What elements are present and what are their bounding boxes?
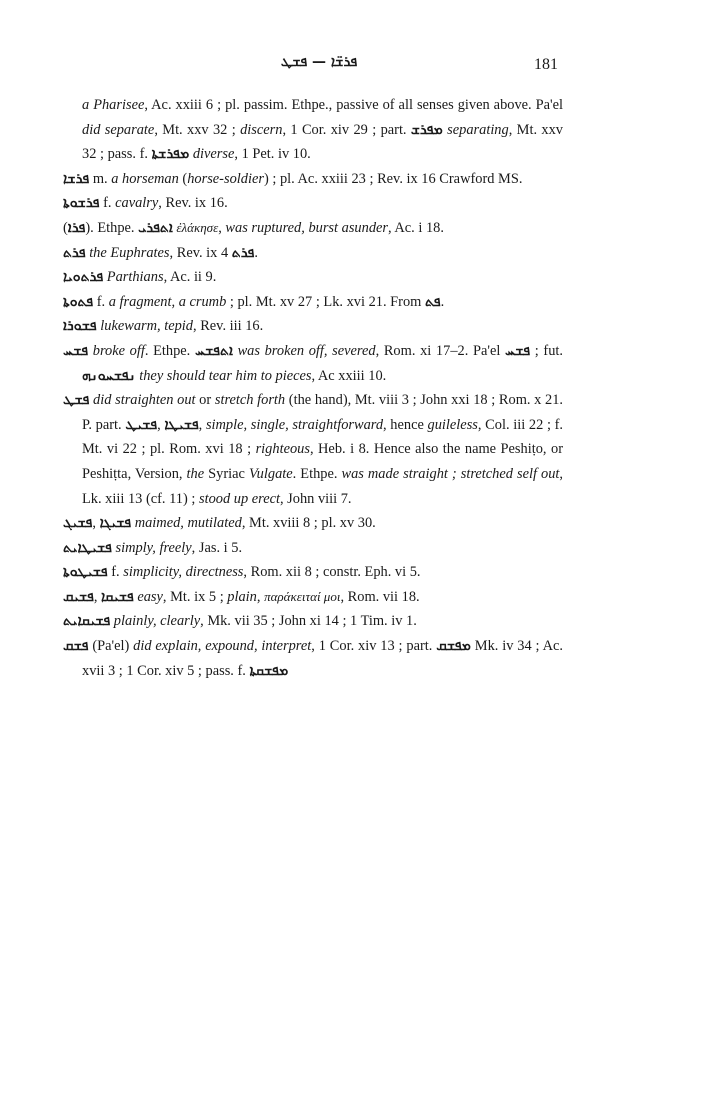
syriac-word: ܦܬ (424, 293, 441, 310)
gloss-text: was made straight ; stretched self out (341, 465, 560, 482)
syriac-word: ܦܫܝܛܐܝܬ (63, 539, 112, 556)
entry-text: , (198, 416, 206, 433)
entry-text: , Rev. ix 4 (169, 244, 232, 261)
syriac-word: ܦܫܚ (505, 342, 531, 359)
gloss-text: maimed, mutilated (134, 515, 242, 532)
syriac-word: ܦܫܝܩ (63, 588, 94, 605)
gloss-text: horse-soldier (187, 170, 264, 187)
gloss-text: the Euphrates (89, 244, 170, 261)
gloss-text: simplicity, directness (123, 564, 244, 581)
dictionary-entry (63, 191, 563, 216)
dictionary-entries (63, 93, 563, 683)
gloss-text: cavalry (115, 195, 159, 212)
syriac-word: ܡܦܫܩܬܐ (249, 662, 289, 679)
entry-text: , Rev. ix 16. (158, 195, 228, 212)
entry-text: , Mt. xxv 32 ; (154, 121, 241, 138)
entry-text: , Mk. vii 35 ; John xi 14 ; 1 Tim. iv 1. (200, 613, 417, 630)
gloss-text: a horseman (111, 170, 179, 187)
gloss-text: was ruptured, burst asunder (225, 219, 388, 236)
gloss-text: simple, single, straightforward (205, 416, 384, 433)
syriac-word: ܦܪܫܘܬܐ (63, 195, 100, 212)
page-number: 181 (534, 56, 558, 73)
syriac-word: ܡܦܫܩ (436, 638, 471, 655)
entry-text: , Ac xxiii 10. (311, 367, 387, 384)
syriac-word: ܡܦܪܫ (410, 121, 443, 138)
syriac-word: ܦܫܘܪܐ (63, 318, 97, 335)
syriac-word: ܦܫܝܛܐ (164, 416, 199, 433)
entry-text: , Ac. xxiii 6 ; pl. passim. Ethpe., passive of all senses given above. Pa'el (144, 97, 564, 113)
dictionary-entry (63, 216, 563, 241)
gloss-text: broke off (92, 342, 145, 359)
entry-continuation (63, 93, 563, 167)
entry-text: Syriac (204, 465, 249, 482)
dictionary-entry (63, 609, 563, 634)
entry-text: f. (93, 293, 109, 310)
entry-text: , Heb. i 8. Hence also the name Peshiṭo, or Peshiṭta, Version, (82, 441, 563, 482)
dictionary-entry (63, 536, 563, 561)
entry-text: , Rom. xii 8 ; constr. Eph. vi 5. (243, 564, 421, 581)
gloss-text: diverse (192, 146, 235, 163)
entry-text: ). Ethpe. (85, 219, 139, 236)
entry-text: , hence (383, 416, 428, 433)
gloss-text: simply, freely (115, 539, 192, 556)
entry-text: , Ac. i 18. (388, 219, 444, 236)
entry-text: . Ethpe. (144, 342, 195, 359)
greek-word: ἐλάκησε (176, 219, 219, 235)
syriac-word: ܦܬܘܬܐ (63, 293, 94, 310)
syriac-word: ܐܬܦܫܚ (194, 342, 233, 359)
gloss-text: did explain, expound, interpret (133, 638, 312, 655)
syriac-word: ܦܫܝܩܐ (101, 588, 134, 605)
dictionary-entry (63, 167, 563, 192)
gloss-text: stood up erect (198, 490, 280, 507)
entry-text: ; pl. Mt. xv 27 ; Lk. xvi 21. From (226, 293, 425, 310)
dictionary-entry (63, 634, 563, 683)
gloss-text: guileless (427, 416, 478, 433)
dictionary-entry (63, 241, 563, 266)
entry-text: , Mt. xxv 32 ; pass. f. (82, 121, 563, 163)
entry-text: f. (107, 564, 124, 581)
entry-text: , 1 Pet. iv 10. (234, 146, 311, 163)
entry-text: ( (178, 170, 188, 187)
gloss-text: a fragment, a crumb (108, 293, 227, 310)
syriac-word: ܦܫܩ (63, 638, 89, 655)
entry-text: , Mt. ix 5 ; (162, 588, 228, 605)
syriac-word: ܦܪܬ (231, 244, 255, 261)
gloss-text: discern (240, 121, 283, 138)
syriac-word: ܦܪܬ (63, 244, 86, 261)
entry-text: f. (99, 195, 116, 212)
entry-text: . (440, 293, 445, 310)
entry-text: , (256, 588, 265, 605)
syriac-word: ܦܫܛ (63, 392, 90, 409)
entry-text: or (195, 392, 215, 409)
dictionary-entry (63, 560, 563, 585)
gloss-text: stretch forth (214, 392, 286, 409)
entry-text: (Pa'el) (88, 638, 134, 655)
dictionary-entry (63, 511, 563, 536)
syriac-word: ܦܪܫܐ (63, 170, 90, 187)
gloss-text: Vulgate (248, 465, 293, 482)
syriac-word: ܢܦܫܚܘܢܗ (82, 367, 136, 384)
entry-text: , (157, 416, 165, 433)
dictionary-entry (63, 314, 563, 339)
syriac-word: ܦܪܬܘܝܐ (63, 269, 104, 286)
gloss-text: did straighten out (93, 392, 196, 409)
gloss-text: lukewarm, tepid (100, 318, 193, 335)
gloss-text: did separate (82, 121, 155, 138)
syriac-word: ܦܫܝܛܘܬܐ (63, 564, 108, 581)
syriac-word: ܦܫܝܛ (125, 416, 158, 433)
entry-text: , Col. iii 22 ; f. Mt. vi 22 ; pl. Rom. xvi 18 ; (82, 416, 563, 458)
entry-text: ; fut. (530, 342, 563, 359)
entry-text: , 1 Cor. xiv 13 ; part. (311, 638, 437, 655)
syriac-word: ܦܪܐ (67, 219, 86, 236)
entry-text: , Jas. i 5. (191, 539, 243, 556)
entry-text: . Ethpe. (292, 465, 342, 482)
gloss-text: righteous (255, 441, 310, 458)
entry-text: , Rom. xi 17–2. Pa'el (375, 342, 506, 359)
syriac-word: ܦܫܚ (63, 342, 89, 359)
syriac-word: ܦܫܝܓ (63, 515, 93, 532)
dictionary-entry (63, 339, 563, 388)
dictionary-entry (63, 265, 563, 290)
syriac-word: ܡܦܪܫܬܐ (151, 146, 190, 163)
syriac-word: ܦܫܝܩܐܝܬ (63, 613, 111, 630)
entry-text: , Ac. ii 9. (163, 269, 217, 286)
dictionary-entry (63, 388, 563, 511)
page-header (80, 54, 558, 76)
gloss-text: easy (137, 588, 163, 605)
dictionary-entry (63, 585, 563, 610)
entry-text: , John viii 7. (279, 490, 352, 507)
entry-text: , 1 Cor. xiv 29 ; part. (282, 121, 411, 138)
entry-text: ) ; pl. Ac. xxiii 23 ; Rev. ix 16 Crawford MS. (263, 170, 523, 187)
gloss-text: separating (447, 121, 509, 138)
entry-text: (the hand), Mt. viii 3 ; John xxi 18 ; Rom. x 21. P. part. (82, 392, 564, 433)
gloss-text: plain (227, 588, 257, 605)
gloss-text: the (186, 465, 205, 482)
entry-text: . (254, 244, 258, 261)
entry-text: , Lk. xiii 13 (cf. 11) ; (82, 465, 563, 507)
entry-text: , Mt. xviii 8 ; pl. xv 30. (241, 515, 376, 532)
entry-text: , (218, 219, 226, 236)
gloss-text: a Pharisee (82, 97, 145, 113)
gloss-text: plainly, clearly (113, 613, 201, 630)
running-head: ܦܪܫ̈ܐ — ܦܫܛ (280, 54, 358, 70)
dictionary-entry (63, 290, 563, 315)
entry-text: ( (63, 219, 68, 236)
entry-text: , Rev. iii 16. (193, 318, 264, 335)
entry-text: , (92, 515, 100, 532)
syriac-word: ܐܬܦܪܝ (138, 219, 173, 236)
gloss-text: they should tear him to pieces (139, 367, 312, 384)
gloss-text: was broken off, severed (237, 342, 376, 359)
syriac-word: ܦܫܝܓܐ (99, 515, 132, 532)
entry-text: Mk. iv 34 ; Ac. xvii 3 ; 1 Cor. xiv 5 ; pass. f. (82, 638, 563, 679)
gloss-text: Parthians (106, 269, 164, 286)
entry-text: , Rom. vii 18. (340, 588, 420, 605)
entry-text: , (93, 588, 102, 605)
greek-word: παράκειταί μοι (264, 588, 341, 604)
entry-text: m. (89, 170, 112, 187)
